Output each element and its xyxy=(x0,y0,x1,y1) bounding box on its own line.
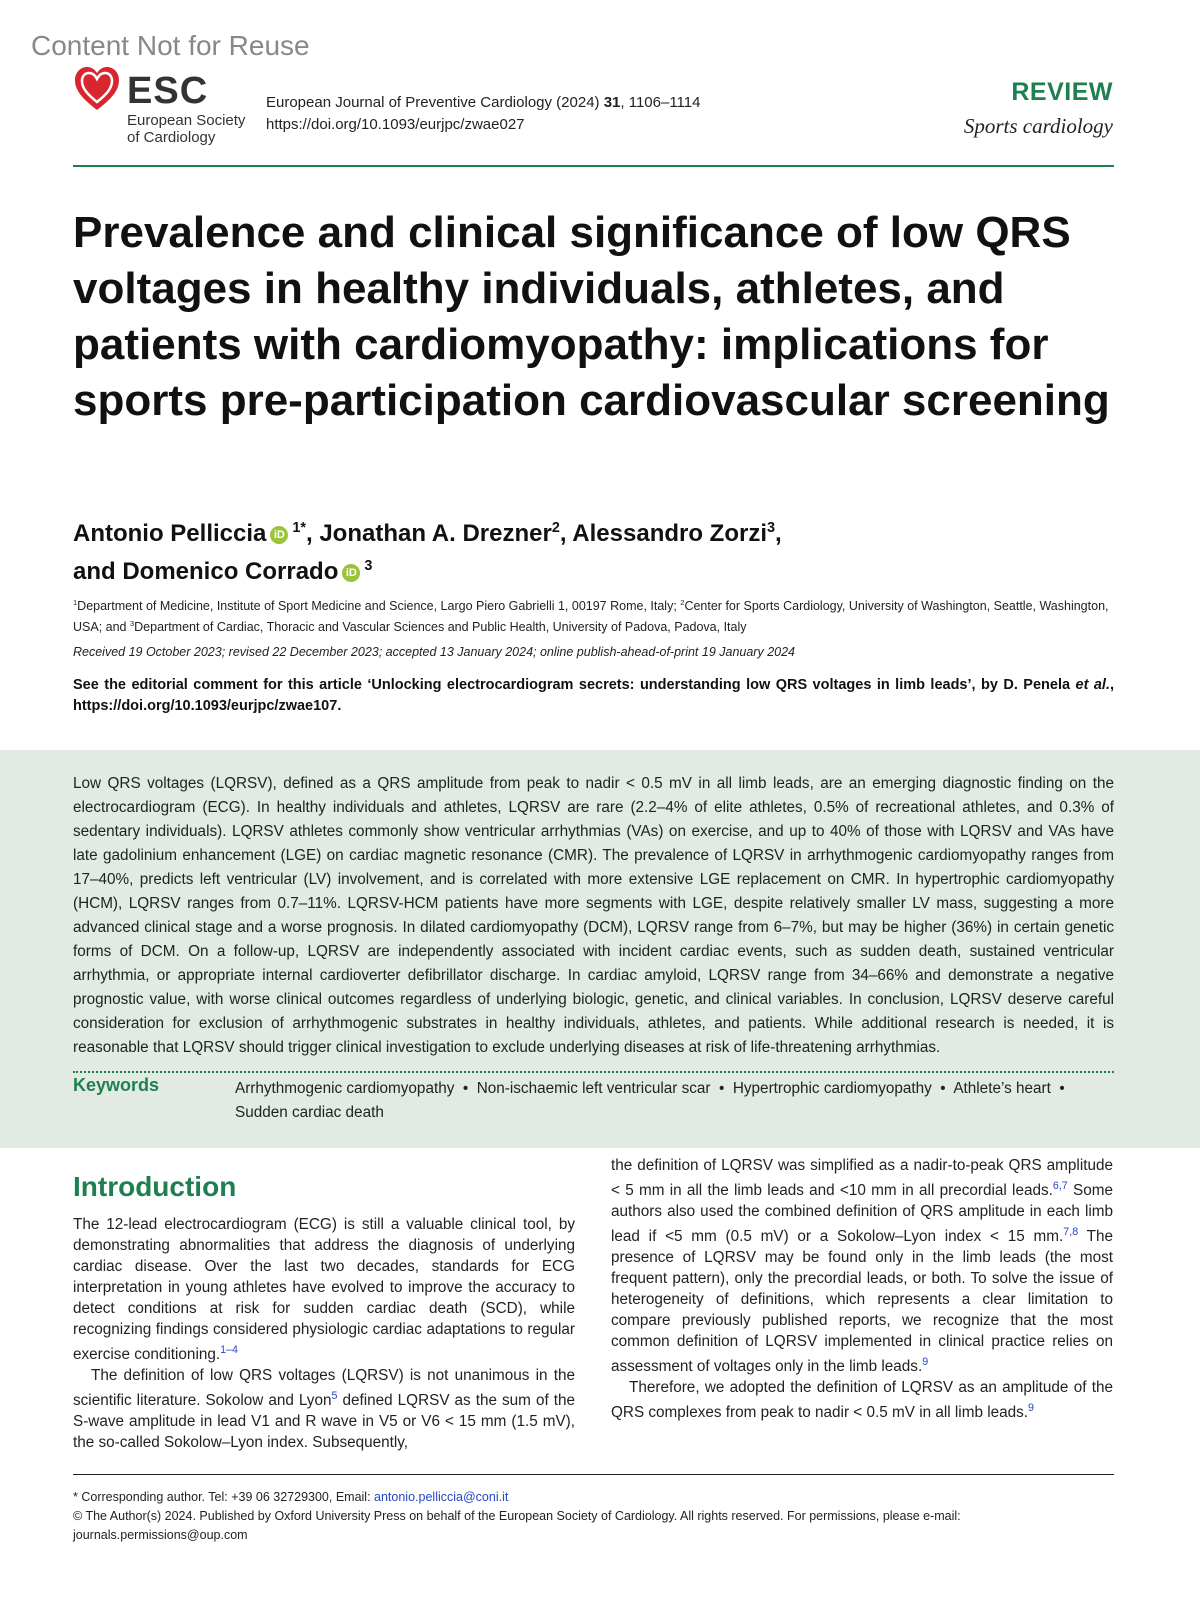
article-section: Sports cardiology xyxy=(963,114,1113,138)
author-name: Alessandro Zorzi xyxy=(572,520,768,547)
citation-ref[interactable]: 5 xyxy=(331,1390,338,1403)
keyword: Arrhythmogenic cardiomyopathy xyxy=(235,1080,455,1097)
author xyxy=(572,520,781,547)
citation-ref[interactable]: 7,8 xyxy=(1063,1226,1079,1239)
article-type: REVIEW xyxy=(1011,78,1113,106)
orcid-icon[interactable]: iD xyxy=(270,526,288,544)
corresponding-text: * Corresponding author. Tel: +39 06 32729300, Email: xyxy=(73,1490,375,1504)
journal-name: European Journal of Preventive Cardiology (2024) xyxy=(266,94,604,111)
body-column-right xyxy=(611,1155,1113,1423)
intro-paragraph-2 xyxy=(73,1365,575,1453)
paragraph-text: The 12-lead electrocardiogram (ECG) is still a valuable clinical tool, by demonstrating abnormalities that address the diagnosis of underlying cardiac disease. Over the last two decades, standards for ECG interpretation in young athletes have evolved to improve the accuracy to detect conditions at risk for sudden cardiac death (SCD), while recognizing findings considered physiologic cardiac adaptations to regular exercise conditioning. xyxy=(73,1216,575,1364)
affiliations xyxy=(73,594,1113,636)
author-list xyxy=(73,512,1113,588)
keywords-label: Keywords xyxy=(73,1075,160,1095)
intro-paragraph-3 xyxy=(611,1377,1113,1423)
keyword: Hypertrophic cardiomyopathy xyxy=(732,1080,932,1097)
intro-paragraph-2-continued xyxy=(611,1155,1113,1377)
affiliation-text: Department of Cardiac, Thoracic and Vascular Sciences and Public Health, University of Padova, Padova, Italy xyxy=(134,620,747,635)
article-title: Prevalence and clinical significance of low QRS voltages in healthy individuals, athletes, and patients with cardiomyopathy: implications for sports pre-participation cardiovascular screening xyxy=(73,208,1110,425)
keyword-bullet: • xyxy=(710,1080,733,1097)
paragraph-text: defined LQRSV as the sum of the S-wave amplitude in lead V1 and R wave in V5 or V6 < 15 mm (1.5 mV), the so-called Sokolow–Lyon index. Subsequently, xyxy=(73,1392,575,1452)
watermark: Content Not for Reuse xyxy=(31,30,310,61)
esc-name-line-1: European Society xyxy=(127,112,246,129)
journal-line xyxy=(266,92,700,114)
copyright-text: © The Author(s) 2024. Published by Oxford University Press on behalf of the European Society of Cardiology. All rights reserved. For permissions, please e-mail: journals.permissions@oup.com xyxy=(73,1509,961,1542)
paragraph-text: Therefore, we adopted the definition of LQRSV as an amplitude of the QRS complexes from peak to nadir < 0.5 mV in all limb leads. xyxy=(611,1379,1113,1422)
affiliation-text: Department of Medicine, Institute of Sport Medicine and Science, Largo Piero Gabrielli 1, 00197 Rome, Italy; xyxy=(77,599,681,614)
email-link[interactable]: antonio.pelliccia@coni.it xyxy=(374,1490,509,1504)
citation-ref[interactable]: 1–4 xyxy=(220,1344,238,1356)
keyword-bullet: • xyxy=(454,1080,477,1097)
editorial-etal: et al. xyxy=(1075,677,1110,693)
orcid-icon[interactable]: iD xyxy=(342,564,360,582)
keyword: Non-ischaemic left ventricular scar xyxy=(476,1080,711,1097)
author xyxy=(73,558,372,585)
paragraph-text: the definition of LQRSV was simplified as a nadir-to-peak QRS amplitude < 5 mm in all the limb leads and <10 mm in all precordial leads. xyxy=(611,1157,1113,1200)
keyword: Sudden cardiac death xyxy=(235,1104,384,1121)
keyword-bullet: • xyxy=(931,1080,954,1097)
affiliation-number: 1 xyxy=(73,598,78,607)
abstract-text: Low QRS voltages (LQRSV), defined as a QRS amplitude from peak to nadir < 0.5 mV in all limb leads, are an emerging diagnostic finding on the electrocardiogram (ECG). In healthy individuals and athletes, LQRSV are rare (2.2–4% of elite athletes, 0.5% of recreational athletes, and 0.3% of sedentary individuals). LQRSV athletes commonly show ventricular arrhythmias (VAs) on exercise, and up to 40% of those with LQRSV and VAs have late gadolinium enhancement (LGE) on cardiac magnetic resonance (CMR). The prevalence of LQRSV in arrhythmogenic cardiomyopathy ranges from 17–40%, predicts left ventricular (LV) involvement, and is correlated with more extensive LGE replacement on CMR. In hypertrophic cardiomyopathy (HCM), LQRSV ranges from 0.7–11%. LQRSV-HCM patients have more segments with LGE, despite relatively smaller LV mass, suggesting a more advanced clinical stage and a worse prognosis. In dilated cardiomyopathy (DCM), LQRSV range from 6–7%, but may be higher (36%) in certain genetic forms of DCM. On a follow-up, LQRSV are independently associated with incident cardiac events, such as sudden death, sustained ventricular arrhythmia, or appropriate internal cardioverter defibrillator discharge. In cardiac amyloid, LQRSV range from 34–66% and demonstrate a negative prognostic value, with worse clinical outcomes regardless of underlying biologic, genetic, and clinical variables. In conclusion, LQRSV deserve careful consideration for exclusion of arrhythmogenic substrates in healthy individuals, athletes, and patients. While additional research is needed, it is reasonable that LQRSV should trigger clinical investigation to exclude underlying diseases at risk of life-threatening arrhythmias. xyxy=(73,775,1114,1056)
author-affiliation-mark: 2 xyxy=(551,520,560,536)
citation-ref[interactable]: 9 xyxy=(922,1356,929,1369)
paragraph-text: The presence of LQRSV may be found only in the limb leads (the most frequent pattern), only the precordial leads, or both. To solve the issue of heterogeneity of definitions, which represents a clear limitation to compare previously published reports, we recognize that the most common definition of LQRSV implemented in clinical practice relies on assessment of voltages only in the limb leads. xyxy=(611,1228,1113,1376)
keyword-bullet: • xyxy=(1050,1080,1069,1097)
author-affiliation-mark: 3 xyxy=(364,558,373,574)
keywords-divider xyxy=(73,1071,1114,1073)
article-dates: Received 19 October 2023; revised 22 December 2023; accepted 13 January 2024; online publish-ahead-of-print 19 January 2024 xyxy=(73,645,795,659)
paragraph-text: Some authors also used the combined definition of QRS amplitude in each limb lead if <5 mm (0.5 mV) or a Sokolow–Lyon index < 15 mm. xyxy=(611,1182,1113,1246)
author-affiliation-mark: 3 xyxy=(767,520,776,536)
citation-ref[interactable]: 9 xyxy=(1028,1402,1034,1415)
editorial-doi: , https://doi.org/10.1093/eurjpc/zwae107. xyxy=(73,677,1115,714)
journal-doi-link[interactable]: https://doi.org/10.1093/eurjpc/zwae027 xyxy=(266,116,525,133)
esc-organisation-name xyxy=(127,112,245,146)
author xyxy=(73,520,319,547)
author-separator: , xyxy=(775,520,782,547)
keywords-list xyxy=(235,1077,1115,1125)
author-separator: , xyxy=(559,520,573,547)
footnote xyxy=(73,1488,1114,1545)
keyword: Athlete’s heart xyxy=(953,1080,1051,1097)
author-separator: , xyxy=(305,520,320,547)
heart-logo-icon xyxy=(73,66,121,112)
esc-acronym: ESC xyxy=(127,70,209,112)
footnote-divider xyxy=(73,1474,1114,1475)
journal-pages: , 1106–1114 xyxy=(620,94,701,111)
editorial-note[interactable] xyxy=(73,675,1114,717)
author-name: Antonio Pelliccia xyxy=(73,520,267,547)
intro-paragraph-1 xyxy=(73,1214,575,1365)
paragraph-text: The definition of low QRS voltages (LQRSV) is not unanimous in the scientific literature. Sokolow and Lyon xyxy=(73,1367,575,1410)
journal-citation xyxy=(266,92,700,136)
esc-name-line-2: of Cardiology xyxy=(127,129,216,146)
esc-logo[interactable] xyxy=(73,66,263,146)
author-name: Jonathan A. Drezner xyxy=(319,520,552,547)
affiliation-number: 3 xyxy=(129,619,135,629)
journal-volume: 31 xyxy=(603,94,621,111)
citation-ref[interactable]: 6,7 xyxy=(1052,1180,1068,1192)
header-divider xyxy=(73,165,1114,167)
author-name: and Domenico Corrado xyxy=(73,558,339,585)
affiliation-number: 2 xyxy=(680,598,685,607)
corresponding-author xyxy=(73,1488,1114,1507)
editorial-text: See the editorial comment for this article ‘Unlocking electrocardiogram secrets: understanding low QRS voltages in limb leads’, by D. Penela xyxy=(73,677,1076,693)
author xyxy=(319,520,572,547)
author-affiliation-mark: 1* xyxy=(292,520,306,536)
affiliation-text: Center for Sports Cardiology, University of Washington, Seattle, Washington, USA; and xyxy=(73,599,1109,635)
body-column-left xyxy=(73,1170,575,1453)
introduction-heading: Introduction xyxy=(73,1171,237,1202)
